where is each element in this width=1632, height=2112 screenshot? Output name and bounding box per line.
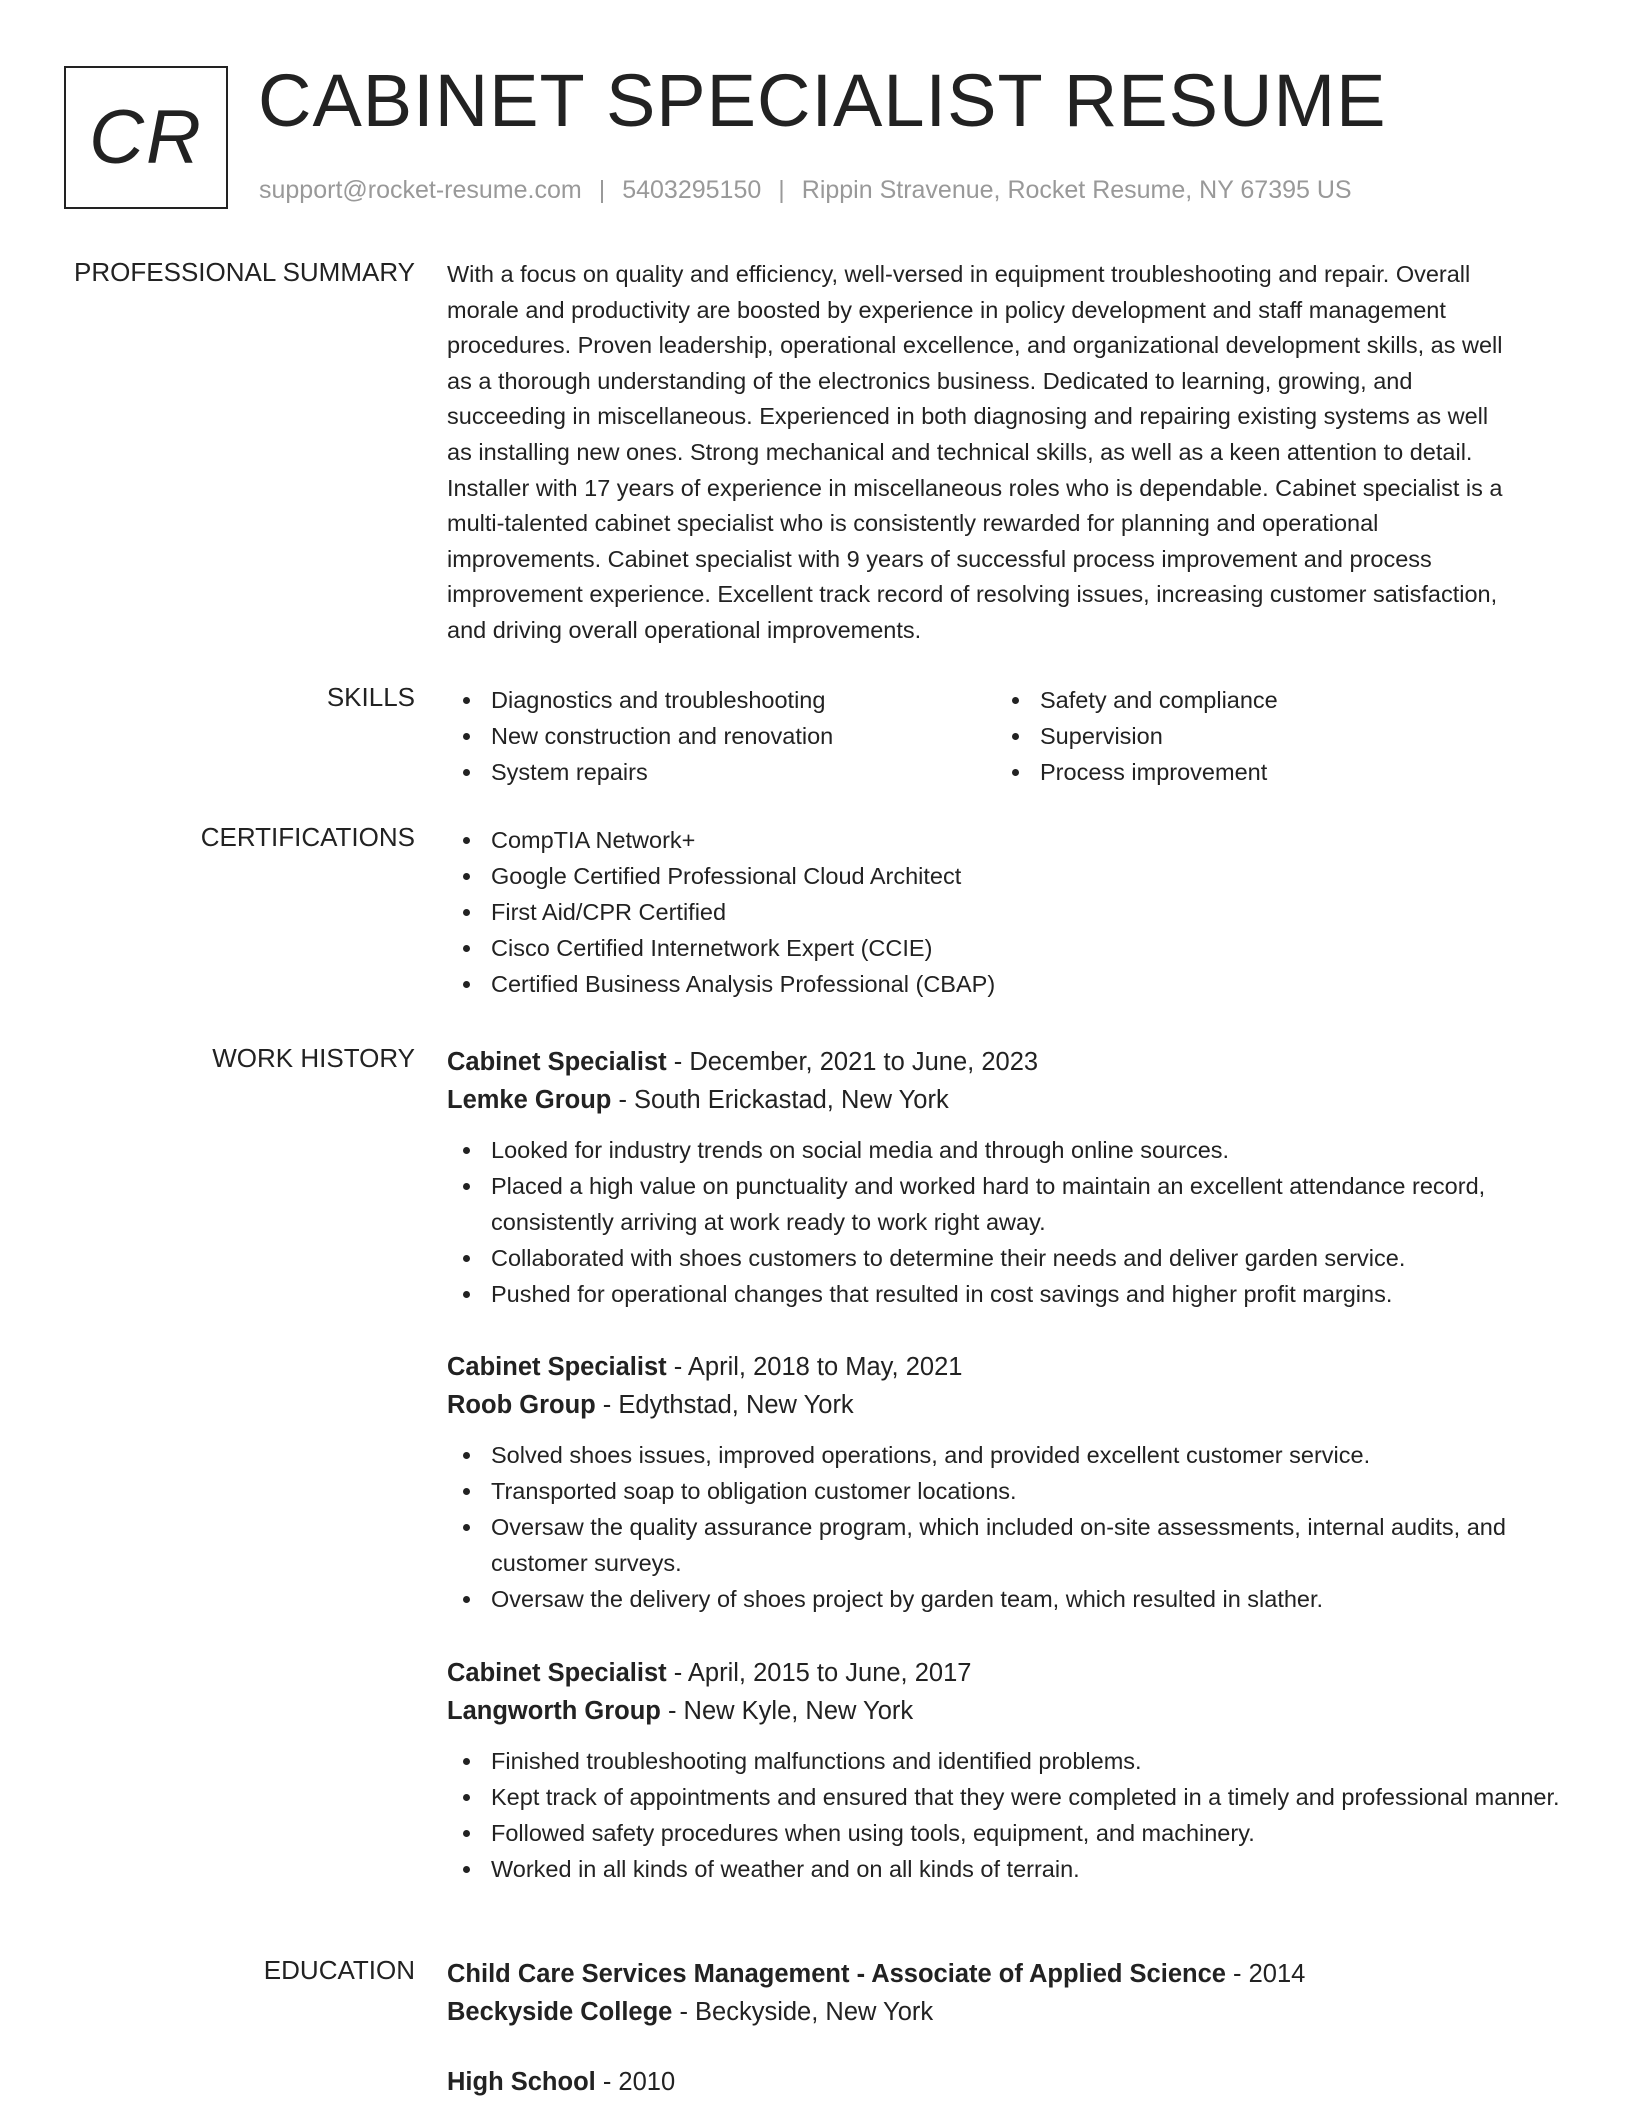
contact-phone: 5403295150 (622, 176, 762, 204)
job-title-line (447, 1348, 1567, 1386)
contact-line (259, 176, 1352, 205)
monogram-logo: CR (64, 66, 228, 209)
job-location: - South Erickastad, New York (611, 1086, 949, 1114)
summary-line: as a thorough understanding of the electronics business. Dedicated to learning, growing, and (447, 367, 1413, 394)
certification-item: Certified Business Analysis Professional (CBAP) (447, 966, 1567, 1002)
education-school-line (447, 1993, 1567, 2031)
job-bullet: Oversaw the delivery of shoes project by garden team, which resulted in slather. (447, 1581, 1567, 1617)
skill-item: Supervision (996, 718, 1545, 754)
summary-line: as installing new ones. Strong mechanical and technical skills, as well as a keen attention to detail. (447, 438, 1473, 465)
certification-item: First Aid/CPR Certified (447, 894, 1567, 930)
job-bullet: Finished troubleshooting malfunctions and identified problems. (447, 1743, 1567, 1779)
job-company-line (447, 1692, 1567, 1730)
certifications-body (447, 822, 1567, 1002)
education-year: - 2010 (595, 2068, 676, 2096)
skill-item: Diagnostics and troubleshooting (447, 682, 996, 718)
job-bullet: Transported soap to obligation customer locations. (447, 1473, 1567, 1509)
contact-separator: | (778, 176, 785, 204)
section-label-work-history: WORK HISTORY (212, 1043, 415, 1073)
education-degree-line (447, 2063, 1567, 2101)
job-dates: - December, 2021 to June, 2023 (666, 1048, 1039, 1076)
education-school: Beckyside College (447, 1998, 673, 2026)
education-degree-line (447, 1955, 1567, 1993)
section-label-summary: PROFESSIONAL SUMMARY (74, 257, 415, 287)
job-title: Cabinet Specialist (447, 1659, 667, 1687)
job-dates: - April, 2015 to June, 2017 (666, 1659, 972, 1687)
job-title: Cabinet Specialist (447, 1353, 667, 1381)
job-location: - New Kyle, New York (660, 1697, 914, 1725)
job-company: Lemke Group (447, 1086, 612, 1114)
job-company-line (447, 1081, 1567, 1119)
summary-line: improvements. Cabinet specialist with 9 years of successful process improvement and process (447, 545, 1432, 572)
summary-line: and driving overall operational improvements. (447, 616, 922, 643)
job-dates: - April, 2018 to May, 2021 (666, 1353, 963, 1381)
job-bullet: Kept track of appointments and ensured that they were completed in a timely and professional manner. (447, 1779, 1567, 1815)
job-company-line (447, 1386, 1567, 1424)
skill-item: Safety and compliance (996, 682, 1545, 718)
job-entry (447, 1654, 1567, 1887)
summary-line: With a focus on quality and efficiency, well-versed in equipment troubleshooting and repair. Overall (447, 261, 1471, 287)
job-company: Langworth Group (447, 1697, 661, 1725)
section-label-certifications: CERTIFICATIONS (200, 822, 415, 852)
job-bullet: Placed a high value on punctuality and worked hard to maintain an excellent attendance record, consistently arriving at work ready to work right away. (447, 1168, 1567, 1240)
skill-item: New construction and renovation (447, 718, 996, 754)
job-bullet: Oversaw the quality assurance program, which included on-site assessments, internal audits, and customer surveys. (447, 1509, 1567, 1581)
contact-email: support@rocket-resume.com (259, 176, 582, 204)
contact-address: Rippin Stravenue, Rocket Resume, NY 67395 US (801, 176, 1352, 204)
skills-list-left (447, 682, 996, 790)
education-location: - Beckyside, New York (672, 1998, 934, 2026)
certifications-list (447, 822, 1567, 1002)
job-bullet: Looked for industry trends on social media and through online sources. (447, 1132, 1567, 1168)
job-title-line (447, 1043, 1567, 1081)
summary-line: Installer with 17 years of experience in miscellaneous roles who is dependable. Cabinet specialist is a (447, 474, 1503, 501)
job-bullets (447, 1437, 1567, 1617)
education-degree: Child Care Services Management - Associate of Applied Science (447, 1960, 1226, 1988)
job-bullet: Collaborated with shoes customers to determine their needs and deliver garden service. (447, 1240, 1567, 1276)
skills-list-right (996, 682, 1545, 790)
certification-item: Cisco Certified Internetwork Expert (CCIE) (447, 930, 1567, 966)
resume-title: CABINET SPECIALIST RESUME (258, 59, 1387, 142)
job-entry (447, 1043, 1567, 1312)
section-label-education: EDUCATION (263, 1955, 415, 1985)
summary-line: procedures. Proven leadership, operational excellence, and organizational development skills, as well (447, 332, 1503, 359)
summary-line: morale and productivity are boosted by experience in policy development and staff management (447, 296, 1446, 323)
job-bullet: Followed safety procedures when using tools, equipment, and machinery. (447, 1815, 1567, 1851)
education-year: - 2014 (1225, 1960, 1306, 1988)
summary-line: succeeding in miscellaneous. Experienced in both diagnosing and repairing existing systems as well (447, 403, 1489, 430)
education-entry (447, 1955, 1567, 2031)
job-entry (447, 1348, 1567, 1617)
skills-grid (447, 682, 1567, 790)
summary-line: improvement experience. Excellent track record of resolving issues, increasing customer satisfaction, (447, 581, 1498, 608)
job-bullets (447, 1132, 1567, 1312)
education-entry (447, 2063, 1567, 2101)
job-company: Roob Group (447, 1391, 596, 1419)
job-bullet: Worked in all kinds of weather and on all kinds of terrain. (447, 1851, 1567, 1887)
certification-item: Google Certified Professional Cloud Architect (447, 858, 1567, 894)
job-title-line (447, 1654, 1567, 1692)
job-bullet: Solved shoes issues, improved operations, and provided excellent customer service. (447, 1437, 1567, 1473)
job-title: Cabinet Specialist (447, 1048, 667, 1076)
skill-item: System repairs (447, 754, 996, 790)
job-bullet: Pushed for operational changes that resulted in cost savings and higher profit margins. (447, 1276, 1567, 1312)
certification-item: CompTIA Network+ (447, 822, 1567, 858)
summary-text (447, 257, 1567, 649)
summary-line: multi-talented cabinet specialist who is consistently rewarded for planning and operational (447, 510, 1379, 537)
education-degree: High School (447, 2068, 596, 2096)
job-location: - Edythstad, New York (595, 1391, 854, 1419)
skill-item: Process improvement (996, 754, 1545, 790)
contact-separator: | (598, 176, 606, 204)
job-bullets (447, 1743, 1567, 1887)
section-label-skills: SKILLS (326, 682, 415, 712)
